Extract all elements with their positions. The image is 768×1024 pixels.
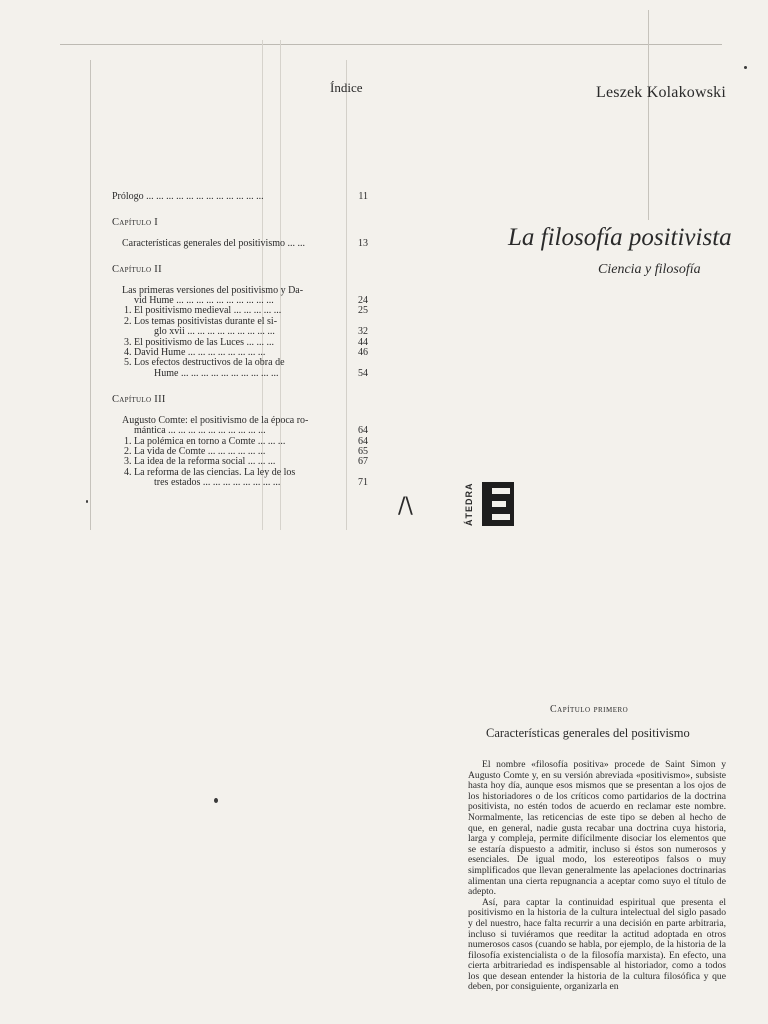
toc-page-number: 11 (358, 191, 368, 202)
toc-entry-label: 4. La reforma de las ciencias. La ley de los (124, 466, 296, 478)
paragraph: El nombre «filosofía positiva» procede de Saint Simon y Augusto Comte y, en su versión abreviada «positivismo», subsiste hasta hoy día, aunque esos mismos que se presentan a los ojos de los historiadores o de los críticos como partidarios de la doctrina positivista, no estén todos de acuerdo en reclamar este nombre. Normalmente, las reticencias de este tipo se deben al hecho de que, en general, nadie gusta recabar una doctrina cuya historia, larga y compleja, permite difícilmente disociar los elementos que se estaría dispuesto a admitir, incluso si éstos son numerosos y esenciales. De igual modo, los estereotipos falsos o muy simplificados que llevan generalmente las apelaciones doctrinarias alimentan una cierta repugnancia a aceptar como suyo el título de adepto. (468, 759, 726, 898)
author-name: Leszek Kolakowski (596, 84, 727, 101)
toc-page-number: 24 (358, 295, 368, 307)
index-heading: Índice (330, 80, 363, 95)
page-top-edge (60, 44, 722, 45)
toc-page-number: 46 (358, 347, 368, 359)
toc-page-number: 71 (358, 477, 368, 489)
toc-entry-label: 1. El positivismo medieval ... ... ... ... ... (124, 305, 282, 317)
toc-entry (112, 426, 368, 436)
toc-entry (112, 478, 368, 488)
paragraph: Así, para captar la continuidad espiritual que presenta el positivismo en la historia de la cultura intelectual del siglo pasado y del nuestro, hace falta recurrir a una decisión en parte arbitraria, incluso si tuviéramos que reeditar la actitud adoptada en otros numerosos casos (cuando se habla, por ejemplo, de la historia de la filosofía existencialista o de la filosofía marxista). En efecto, una cierta arbitrariedad es indispensable al historiador, como a todos los que desean entender la historia de la cultura filosófica y que deben, por consiguiente, organizarla en (468, 896, 726, 993)
toc-chapter-heading: Capítulo I (112, 217, 159, 229)
scan-speck (744, 66, 747, 69)
publisher-logo (458, 478, 520, 528)
toc-chapter-heading: Capítulo II (112, 264, 162, 276)
handwritten-mark: /\ (398, 494, 413, 519)
scan-speck (86, 500, 88, 503)
toc-entry-label: glo xvii ... ... ... ... ... ... ... ... ... (154, 326, 275, 338)
toc-entry-label: vid Hume ... ... ... ... ... ... ... ... ... ... (134, 295, 274, 307)
toc-page-number: 13 (358, 237, 368, 249)
book-subtitle: Ciencia y filosofía (598, 262, 701, 277)
toc-entry (112, 239, 368, 249)
chapter-body (468, 760, 726, 993)
toc-entry-label: Características generales del positivismo ... ... (122, 237, 306, 249)
fold-line (648, 10, 649, 220)
toc-page-number: 25 (358, 305, 368, 317)
toc-entry-label: Augusto Comte: el positivismo de la época ro- (122, 414, 309, 426)
toc-page-number: 64 (358, 435, 368, 447)
book-title: La filosofía positivista (508, 224, 732, 251)
page-gutter-line (90, 60, 91, 530)
toc-page-number: 64 (358, 425, 368, 437)
toc-entry-label: Prólogo ... ... ... ... ... ... ... ... ... ... ... ... (112, 191, 264, 202)
table-of-contents (112, 192, 368, 489)
publisher-logo-text: ÁTEDRA (464, 482, 474, 526)
toc-entry-label: tres estados ... ... ... ... ... ... ... ... (154, 477, 281, 489)
toc-entry-label: 4. David Hume ... ... ... ... ... ... ... ... (124, 347, 266, 359)
toc-entry-label: mántica ... ... ... ... ... ... ... ... ... ... (134, 425, 266, 437)
toc-entry-label: 2. La vida de Comte ... ... ... ... ... ... (124, 445, 266, 457)
chapter-label: Capítulo primero (550, 704, 629, 715)
publisher-logo-mark (482, 482, 514, 526)
toc-entry-label: 1. La polémica en torno a Comte ... ... ... (124, 435, 286, 447)
toc-entry-label: 5. Los efectos destructivos de la obra de (124, 357, 285, 369)
toc-entry-label: Hume ... ... ... ... ... ... ... ... ... ... (154, 367, 279, 379)
toc-chapter-heading: Capítulo III (112, 394, 166, 406)
toc-page-number: 32 (358, 326, 368, 338)
toc-entry-label: 2. Los temas positivistas durante el si- (124, 315, 278, 327)
toc-page-number: 67 (358, 456, 368, 468)
toc-entry-label: Las primeras versiones del positivismo y Da- (122, 284, 304, 296)
scan-speck (214, 798, 218, 803)
toc-entry (112, 369, 368, 379)
toc-entry (112, 192, 368, 202)
toc-page-number: 44 (358, 336, 368, 348)
toc-entry-label: 3. El positivismo de las Luces ... ... ... (124, 336, 274, 348)
toc-entry-label: 3. La idea de la reforma social ... ... ... (124, 456, 276, 468)
toc-page-number: 54 (358, 367, 368, 379)
toc-page-number: 65 (358, 445, 368, 457)
publisher-emblem-icon (482, 482, 514, 526)
chapter-title: Características generales del positivismo (486, 726, 690, 740)
